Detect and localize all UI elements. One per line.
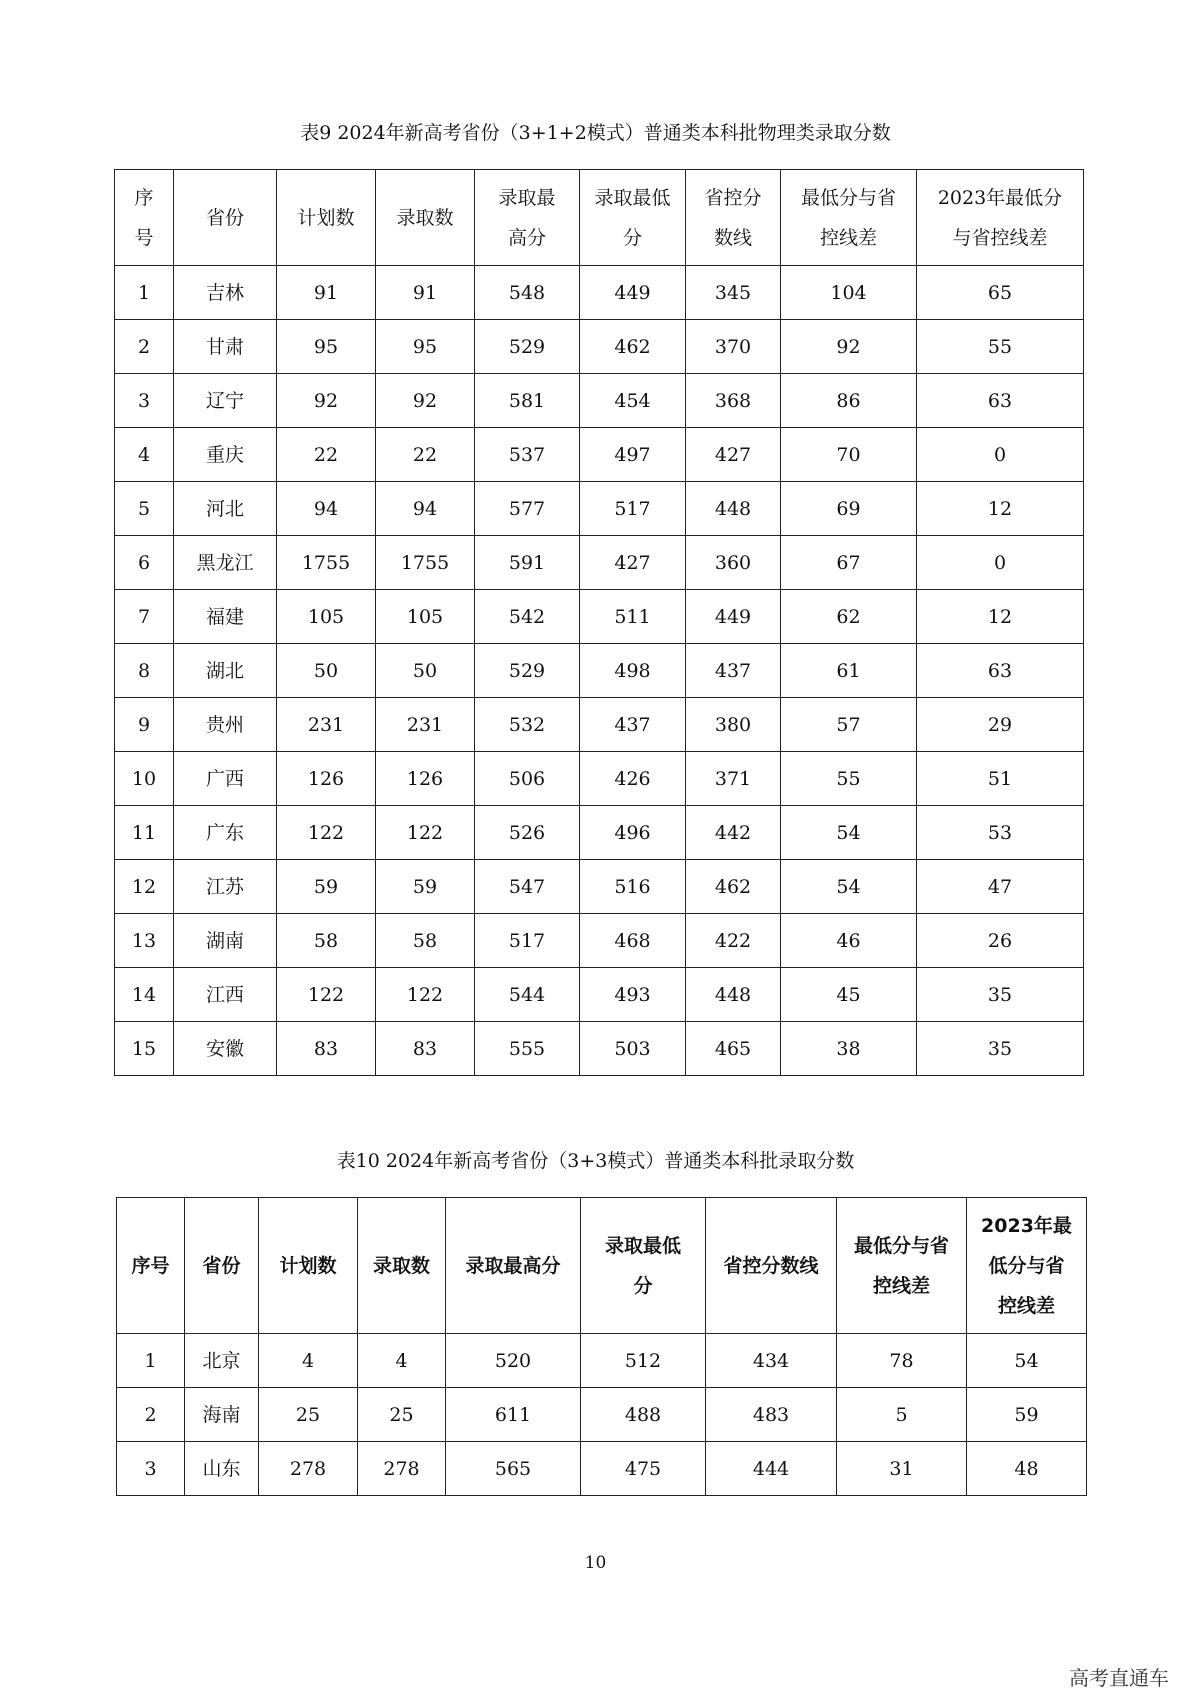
table-cell: 520 bbox=[446, 1334, 581, 1388]
table-cell: 1755 bbox=[376, 536, 475, 590]
table-cell: 86 bbox=[781, 374, 917, 428]
table-cell: 69 bbox=[781, 482, 917, 536]
table-cell: 503 bbox=[580, 1022, 686, 1076]
table-row bbox=[117, 1388, 1087, 1442]
table-cell: 442 bbox=[686, 806, 781, 860]
table10 bbox=[116, 1197, 1087, 1496]
table-cell: 105 bbox=[376, 590, 475, 644]
table10-header-cell: 2023年最 低分与省 控线差 bbox=[967, 1198, 1087, 1334]
table-cell: 493 bbox=[580, 968, 686, 1022]
table-cell: 92 bbox=[277, 374, 376, 428]
table-cell: 2 bbox=[115, 320, 174, 374]
table-cell: 61 bbox=[781, 644, 917, 698]
table-cell: 1 bbox=[115, 266, 174, 320]
table-cell: 25 bbox=[358, 1388, 446, 1442]
table-row bbox=[115, 698, 1084, 752]
table-cell: 70 bbox=[781, 428, 917, 482]
table-cell: 475 bbox=[581, 1442, 706, 1496]
table-cell: 5 bbox=[115, 482, 174, 536]
table-cell: 河北 bbox=[174, 482, 277, 536]
table-cell: 11 bbox=[115, 806, 174, 860]
table-cell: 126 bbox=[277, 752, 376, 806]
table-cell: 山东 bbox=[185, 1442, 259, 1496]
table-row bbox=[117, 1442, 1087, 1496]
table-cell: 83 bbox=[277, 1022, 376, 1076]
table-cell: 8 bbox=[115, 644, 174, 698]
table-cell: 12 bbox=[917, 482, 1084, 536]
table-cell: 565 bbox=[446, 1442, 581, 1496]
table-cell: 50 bbox=[277, 644, 376, 698]
table-cell: 62 bbox=[781, 590, 917, 644]
table-cell: 497 bbox=[580, 428, 686, 482]
table-row bbox=[115, 374, 1084, 428]
table10-header-cell: 录取最低 分 bbox=[581, 1198, 706, 1334]
table-row bbox=[115, 482, 1084, 536]
table-cell: 31 bbox=[837, 1442, 967, 1496]
table-cell: 1 bbox=[117, 1334, 185, 1388]
table-cell: 122 bbox=[277, 968, 376, 1022]
table-cell: 345 bbox=[686, 266, 781, 320]
table-cell: 368 bbox=[686, 374, 781, 428]
table-cell: 辽宁 bbox=[174, 374, 277, 428]
table-cell: 83 bbox=[376, 1022, 475, 1076]
table-cell: 29 bbox=[917, 698, 1084, 752]
table-cell: 512 bbox=[581, 1334, 706, 1388]
table9-body bbox=[115, 266, 1084, 1076]
table-cell: 63 bbox=[917, 644, 1084, 698]
table10-header-row bbox=[117, 1198, 1087, 1334]
table-cell: 577 bbox=[475, 482, 580, 536]
table-cell: 581 bbox=[475, 374, 580, 428]
table9-header-row bbox=[115, 170, 1084, 266]
table10-caption: 表10 2024年新高考省份（3+3模式）普通类本科批录取分数 bbox=[336, 1150, 855, 1172]
table9-header-cell: 计划数 bbox=[277, 170, 376, 266]
table-cell: 496 bbox=[580, 806, 686, 860]
table-cell: 22 bbox=[376, 428, 475, 482]
table-cell: 547 bbox=[475, 860, 580, 914]
table-cell: 重庆 bbox=[174, 428, 277, 482]
table-cell: 广东 bbox=[174, 806, 277, 860]
table-cell: 92 bbox=[781, 320, 917, 374]
table-cell: 46 bbox=[781, 914, 917, 968]
table-cell: 江苏 bbox=[174, 860, 277, 914]
table-cell: 4 bbox=[259, 1334, 358, 1388]
table-cell: 10 bbox=[115, 752, 174, 806]
table-row bbox=[117, 1334, 1087, 1388]
table-cell: 福建 bbox=[174, 590, 277, 644]
table-cell: 92 bbox=[376, 374, 475, 428]
table-cell: 4 bbox=[115, 428, 174, 482]
table-cell: 57 bbox=[781, 698, 917, 752]
table-row bbox=[115, 752, 1084, 806]
table-cell: 35 bbox=[917, 968, 1084, 1022]
table-cell: 53 bbox=[917, 806, 1084, 860]
table-row bbox=[115, 914, 1084, 968]
table9-header-cell: 录取最低 分 bbox=[580, 170, 686, 266]
table-cell: 548 bbox=[475, 266, 580, 320]
table-cell: 555 bbox=[475, 1022, 580, 1076]
table-cell: 2 bbox=[117, 1388, 185, 1442]
table-cell: 122 bbox=[376, 968, 475, 1022]
table-cell: 360 bbox=[686, 536, 781, 590]
table-cell: 537 bbox=[475, 428, 580, 482]
table-cell: 498 bbox=[580, 644, 686, 698]
table-cell: 4 bbox=[358, 1334, 446, 1388]
table-cell: 59 bbox=[277, 860, 376, 914]
table-cell: 104 bbox=[781, 266, 917, 320]
table-cell: 59 bbox=[967, 1388, 1087, 1442]
table-cell: 448 bbox=[686, 968, 781, 1022]
table-cell: 422 bbox=[686, 914, 781, 968]
table-cell: 5 bbox=[837, 1388, 967, 1442]
table-cell: 122 bbox=[277, 806, 376, 860]
table-cell: 448 bbox=[686, 482, 781, 536]
table-cell: 483 bbox=[706, 1388, 837, 1442]
table-cell: 贵州 bbox=[174, 698, 277, 752]
table-cell: 454 bbox=[580, 374, 686, 428]
table-cell: 9 bbox=[115, 698, 174, 752]
table10-header-cell: 录取数 bbox=[358, 1198, 446, 1334]
table10-header-cell: 计划数 bbox=[259, 1198, 358, 1334]
table-cell: 444 bbox=[706, 1442, 837, 1496]
table-cell: 532 bbox=[475, 698, 580, 752]
table-cell: 94 bbox=[376, 482, 475, 536]
table9-header-cell: 录取最 高分 bbox=[475, 170, 580, 266]
table-cell: 67 bbox=[781, 536, 917, 590]
table10-header-cell: 录取最高分 bbox=[446, 1198, 581, 1334]
table-cell: 12 bbox=[917, 590, 1084, 644]
table-cell: 59 bbox=[376, 860, 475, 914]
table-cell: 526 bbox=[475, 806, 580, 860]
table-cell: 427 bbox=[686, 428, 781, 482]
table9-header-cell: 省控分 数线 bbox=[686, 170, 781, 266]
table-cell: 517 bbox=[580, 482, 686, 536]
table9-header-cell: 录取数 bbox=[376, 170, 475, 266]
table-cell: 54 bbox=[781, 860, 917, 914]
table10-header-cell: 省控分数线 bbox=[706, 1198, 837, 1334]
table9-header-cell: 省份 bbox=[174, 170, 277, 266]
table-cell: 370 bbox=[686, 320, 781, 374]
table-cell: 437 bbox=[580, 698, 686, 752]
table-cell: 542 bbox=[475, 590, 580, 644]
table-cell: 126 bbox=[376, 752, 475, 806]
table-cell: 26 bbox=[917, 914, 1084, 968]
table9-header-cell: 2023年最低分 与省控线差 bbox=[917, 170, 1084, 266]
table9-caption: 表9 2024年新高考省份（3+1+2模式）普通类本科批物理类录取分数 bbox=[300, 122, 891, 144]
table-cell: 63 bbox=[917, 374, 1084, 428]
table-cell: 6 bbox=[115, 536, 174, 590]
table-cell: 甘肃 bbox=[174, 320, 277, 374]
table-cell: 437 bbox=[686, 644, 781, 698]
table-cell: 45 bbox=[781, 968, 917, 1022]
table-cell: 591 bbox=[475, 536, 580, 590]
table-cell: 3 bbox=[117, 1442, 185, 1496]
table-cell: 468 bbox=[580, 914, 686, 968]
page-number: 10 bbox=[584, 1553, 607, 1573]
table-cell: 55 bbox=[781, 752, 917, 806]
table-cell: 95 bbox=[376, 320, 475, 374]
table-cell: 湖南 bbox=[174, 914, 277, 968]
table-cell: 78 bbox=[837, 1334, 967, 1388]
table9 bbox=[114, 169, 1084, 1076]
table-cell: 371 bbox=[686, 752, 781, 806]
table-cell: 3 bbox=[115, 374, 174, 428]
table-cell: 427 bbox=[580, 536, 686, 590]
table-cell: 426 bbox=[580, 752, 686, 806]
table-cell: 14 bbox=[115, 968, 174, 1022]
table-cell: 0 bbox=[917, 428, 1084, 482]
table-cell: 434 bbox=[706, 1334, 837, 1388]
table-cell: 12 bbox=[115, 860, 174, 914]
table10-header-cell: 序号 bbox=[117, 1198, 185, 1334]
table-row bbox=[115, 428, 1084, 482]
table-cell: 91 bbox=[277, 266, 376, 320]
table-row bbox=[115, 320, 1084, 374]
table-row bbox=[115, 536, 1084, 590]
table-cell: 529 bbox=[475, 320, 580, 374]
table-cell: 7 bbox=[115, 590, 174, 644]
table-cell: 15 bbox=[115, 1022, 174, 1076]
table-cell: 安徽 bbox=[174, 1022, 277, 1076]
table-cell: 449 bbox=[686, 590, 781, 644]
table-cell: 50 bbox=[376, 644, 475, 698]
table9-header-cell: 序 号 bbox=[115, 170, 174, 266]
table-cell: 231 bbox=[277, 698, 376, 752]
table-cell: 278 bbox=[259, 1442, 358, 1496]
table-cell: 105 bbox=[277, 590, 376, 644]
table-cell: 48 bbox=[967, 1442, 1087, 1496]
table-cell: 湖北 bbox=[174, 644, 277, 698]
table-cell: 529 bbox=[475, 644, 580, 698]
watermark: 高考直通车 bbox=[1069, 1666, 1169, 1690]
table-row bbox=[115, 806, 1084, 860]
table-cell: 516 bbox=[580, 860, 686, 914]
table-cell: 65 bbox=[917, 266, 1084, 320]
table-cell: 506 bbox=[475, 752, 580, 806]
table-cell: 122 bbox=[376, 806, 475, 860]
table9-header-cell: 最低分与省 控线差 bbox=[781, 170, 917, 266]
table-cell: 488 bbox=[581, 1388, 706, 1442]
table-cell: 462 bbox=[580, 320, 686, 374]
table-cell: 58 bbox=[376, 914, 475, 968]
table-cell: 黑龙江 bbox=[174, 536, 277, 590]
table-row bbox=[115, 860, 1084, 914]
table-cell: 449 bbox=[580, 266, 686, 320]
table-row bbox=[115, 1022, 1084, 1076]
table-row bbox=[115, 644, 1084, 698]
table-cell: 0 bbox=[917, 536, 1084, 590]
table-cell: 51 bbox=[917, 752, 1084, 806]
table-cell: 511 bbox=[580, 590, 686, 644]
table-cell: 54 bbox=[967, 1334, 1087, 1388]
table-cell: 广西 bbox=[174, 752, 277, 806]
table-cell: 1755 bbox=[277, 536, 376, 590]
table-cell: 海南 bbox=[185, 1388, 259, 1442]
table-cell: 91 bbox=[376, 266, 475, 320]
table10-header-cell: 最低分与省 控线差 bbox=[837, 1198, 967, 1334]
table-cell: 55 bbox=[917, 320, 1084, 374]
table-cell: 380 bbox=[686, 698, 781, 752]
table-cell: 462 bbox=[686, 860, 781, 914]
table-cell: 94 bbox=[277, 482, 376, 536]
table-cell: 544 bbox=[475, 968, 580, 1022]
table-cell: 231 bbox=[376, 698, 475, 752]
table-row bbox=[115, 968, 1084, 1022]
table-cell: 465 bbox=[686, 1022, 781, 1076]
table-row bbox=[115, 266, 1084, 320]
table-row bbox=[115, 590, 1084, 644]
table-cell: 25 bbox=[259, 1388, 358, 1442]
table-cell: 517 bbox=[475, 914, 580, 968]
table-cell: 北京 bbox=[185, 1334, 259, 1388]
table-cell: 278 bbox=[358, 1442, 446, 1496]
table10-body bbox=[117, 1334, 1087, 1496]
table-cell: 58 bbox=[277, 914, 376, 968]
table-cell: 47 bbox=[917, 860, 1084, 914]
table-cell: 54 bbox=[781, 806, 917, 860]
table-cell: 95 bbox=[277, 320, 376, 374]
table-cell: 38 bbox=[781, 1022, 917, 1076]
table-cell: 江西 bbox=[174, 968, 277, 1022]
table-cell: 22 bbox=[277, 428, 376, 482]
table10-header-cell: 省份 bbox=[185, 1198, 259, 1334]
table-cell: 35 bbox=[917, 1022, 1084, 1076]
table-cell: 吉林 bbox=[174, 266, 277, 320]
table-cell: 13 bbox=[115, 914, 174, 968]
table-cell: 611 bbox=[446, 1388, 581, 1442]
